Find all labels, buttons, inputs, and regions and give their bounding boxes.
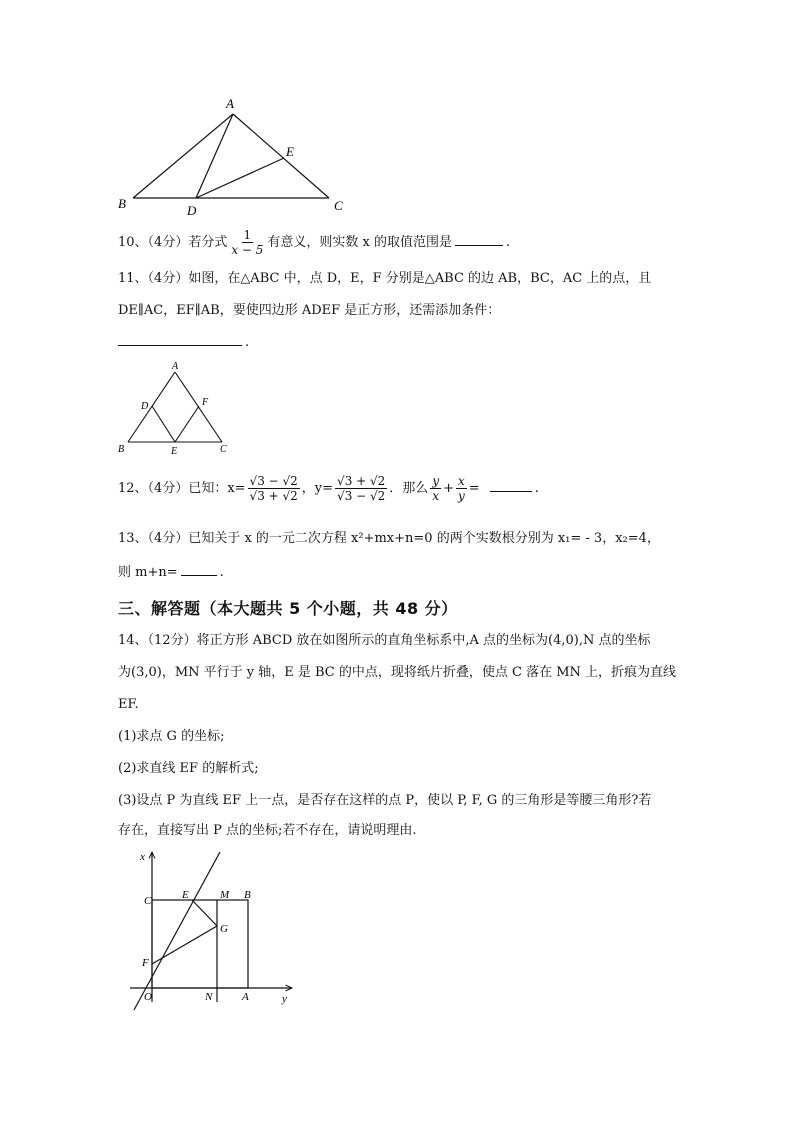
question-13-line1: 13、（4分）已知关于 x 的一元二次方程 x²+mx+n=0 的两个实数根分别为 x₁= - 3，x₂=4， [118,531,660,546]
label-x-axis: x [140,851,145,863]
q12-x-over-y: $\frac{x}{y}$ [458,474,465,503]
line-ef [134,852,220,1010]
question-14-part1: (1)求点 G 的坐标; [118,729,225,744]
label-d: D [141,401,149,412]
question-14-line3: EF. [118,697,139,712]
question-14-part3-line1: (3)设点 P 为直线 EF 上一点，是否存在这样的点 P，使以 P, F, G 的三角形是等腰三角形?若 [118,793,652,808]
segment-fg [152,926,217,964]
label-a: A [242,991,249,1003]
question-14-part3-line2: 存在，直接写出 P 点的坐标;若不存在，请说明理由. [118,823,417,838]
segment-de [152,406,175,442]
q11-answer-blank[interactable] [118,332,242,346]
figure-triangle-def [112,358,238,458]
segment-eg [192,900,217,926]
label-g: G [220,923,228,935]
label-e: E [171,446,178,457]
label-m: M [220,889,230,901]
label-b: B [118,444,125,455]
label-d: D [187,203,197,218]
question-14-part2: (2)求直线 EF 的解析式; [118,761,259,776]
segment-ad [196,114,233,198]
question-11-answer: . [118,332,249,352]
question-14-line2: 为(3,0)，MN 平行于 y 轴，E 是 BC 的中点，现将纸片折叠，使点 C 落在 MN 上，折痕为直线 [118,665,677,680]
q12-answer-blank[interactable] [490,478,532,492]
segment-ac [233,114,329,198]
label-b: B [244,889,251,901]
segment-ab [133,114,233,198]
label-b: B [118,196,126,211]
label-e: E [286,144,294,159]
label-c: C [220,444,227,455]
square-abco [152,900,248,988]
question-10: 10、（4分）若分式 $\frac{1}{x - 5}$ 有意义，则实数 x 的取值范围是 . [118,228,511,257]
segment-de [196,158,284,198]
question-12: 12、（4分）已知：x= $\frac{√3 - √2}{√3 + √2}$ ，y= $\frac{√3 + √2}{√3 - √2}$ ．那么 $\frac{y}{x}$ + $\frac{x}{y}$ = . [118,474,539,503]
label-a: A [172,361,179,372]
label-y-axis: y [282,993,287,1005]
label-n: N [205,991,213,1003]
section-3-title: 三、解答题（本大题共 5 个小题，共 48 分） [118,599,458,618]
q10-fraction: $\frac{1}{x - 5}$ [231,228,264,257]
label-o: O [144,991,152,1003]
q12-y-fraction: $\frac{√3 + √2}{√3 - √2}$ [337,474,386,503]
question-13-line2: 则 m+n= . [118,562,224,582]
label-c: C [144,895,152,907]
question-11-line1: 11、（4分）如图，在△ABC 中，点 D，E，F 分别是△ABC 的边 AB，BC，AC 上的点，且 [118,271,652,286]
label-a: A [226,96,234,111]
label-e: E [182,889,189,901]
q12-x-fraction: $\frac{√3 - √2}{√3 + √2}$ [249,474,298,503]
q12-y-over-x: $\frac{y}{x}$ [432,474,440,503]
figure-coordinate-square [124,842,310,1012]
label-c: C [334,198,343,213]
question-11-line2: DE∥AC，EF∥AB，要使四边形 ADEF 是正方形，还需添加条件： [118,303,501,318]
figure-triangle-abc [112,92,352,220]
segment-ef [175,406,199,442]
q10-prefix: 10、（4分）若分式 [118,235,228,250]
label-f: F [142,957,149,969]
question-14-line1: 14、（12分）将正方形 ABCD 放在如图所示的直角坐标系中,A 点的坐标为(4,0),N 点的坐标 [118,633,651,648]
q13-answer-blank[interactable] [181,562,217,576]
label-f: F [202,397,209,408]
q10-suffix: 有意义，则实数 x 的取值范围是 [267,235,453,250]
q10-answer-blank[interactable] [455,232,503,246]
